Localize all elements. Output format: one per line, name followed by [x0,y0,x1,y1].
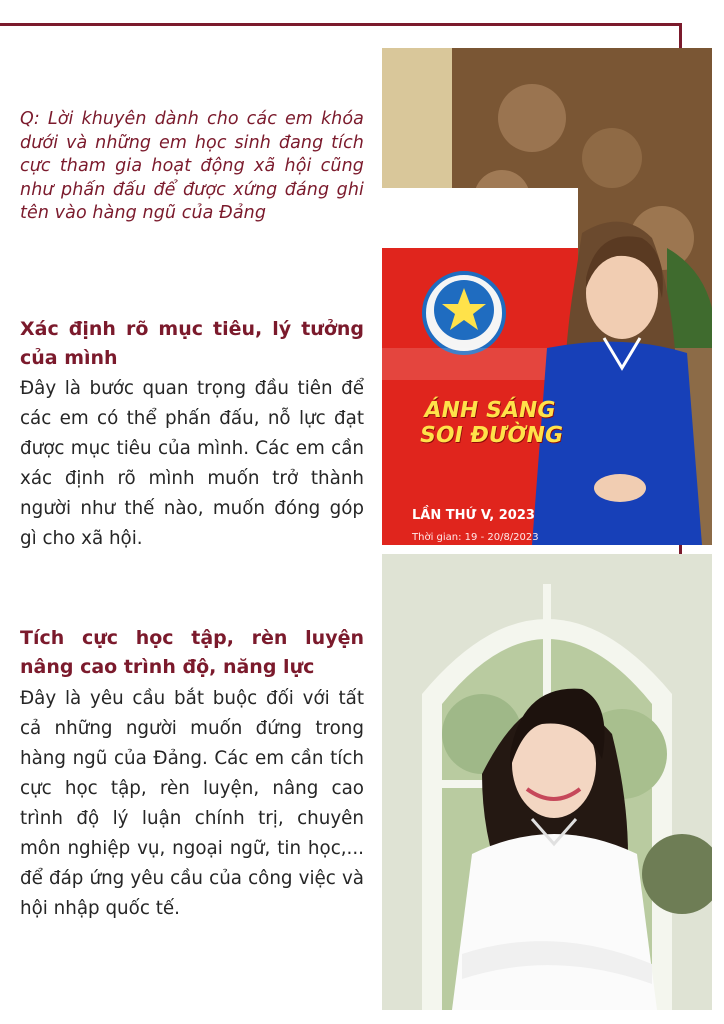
photo-student-blue-ao-dai [382,48,712,545]
section2-heading: Tích cực học tập, rèn luyện nâng cao trình độ, năng lực [20,627,364,678]
section1-body: Đây là bước quan trọng đầu tiên để các em có thể phấn đấu, nỗ lực đạt được mục tiêu của mình. Các em cần xác định rõ mình muốn trở thành người như thế nào, muốn đóng góp gì cho xã hội. [20,378,364,549]
photo1-illustration [382,48,712,545]
frame-top-line [0,23,682,26]
section2-body: Đây là yêu cầu bắt buộc đối với tất cả những người muốn đứng trong hàng ngũ của Đảng. Các em cần tích cực học tập, rèn luyện, nâng cao trình độ lý luận chính trị, chuyên môn nghiệp vụ, ngoại ngữ, tin học,... để đáp ứng yêu cầu của công việc và hội nhập quốc tế. [20,688,364,919]
poster-date: Thời gian: 19 - 20/8/2023 [412,532,539,543]
photo2-illustration [382,554,712,1010]
poster-title-line1: ÁNH SÁNG [422,398,558,423]
poster-title [418,398,597,448]
question-text: Q: Lời khuyên dành cho các em khóa dưới và những em học sinh đang tích cực tham gia hoạt động xã hội cũng như phấn đấu để được xứng đáng ghi tên vào hàng ngũ của Đảng [20,109,364,223]
section1-heading: Xác định rõ mục tiêu, lý tưởng của mình [20,318,364,369]
photo-student-white-ao-dai [382,554,712,1010]
poster-edition: LẦN THỨ V, 2023 [412,508,535,523]
poster-title-line2: SOI ĐƯỜNG [417,423,565,448]
